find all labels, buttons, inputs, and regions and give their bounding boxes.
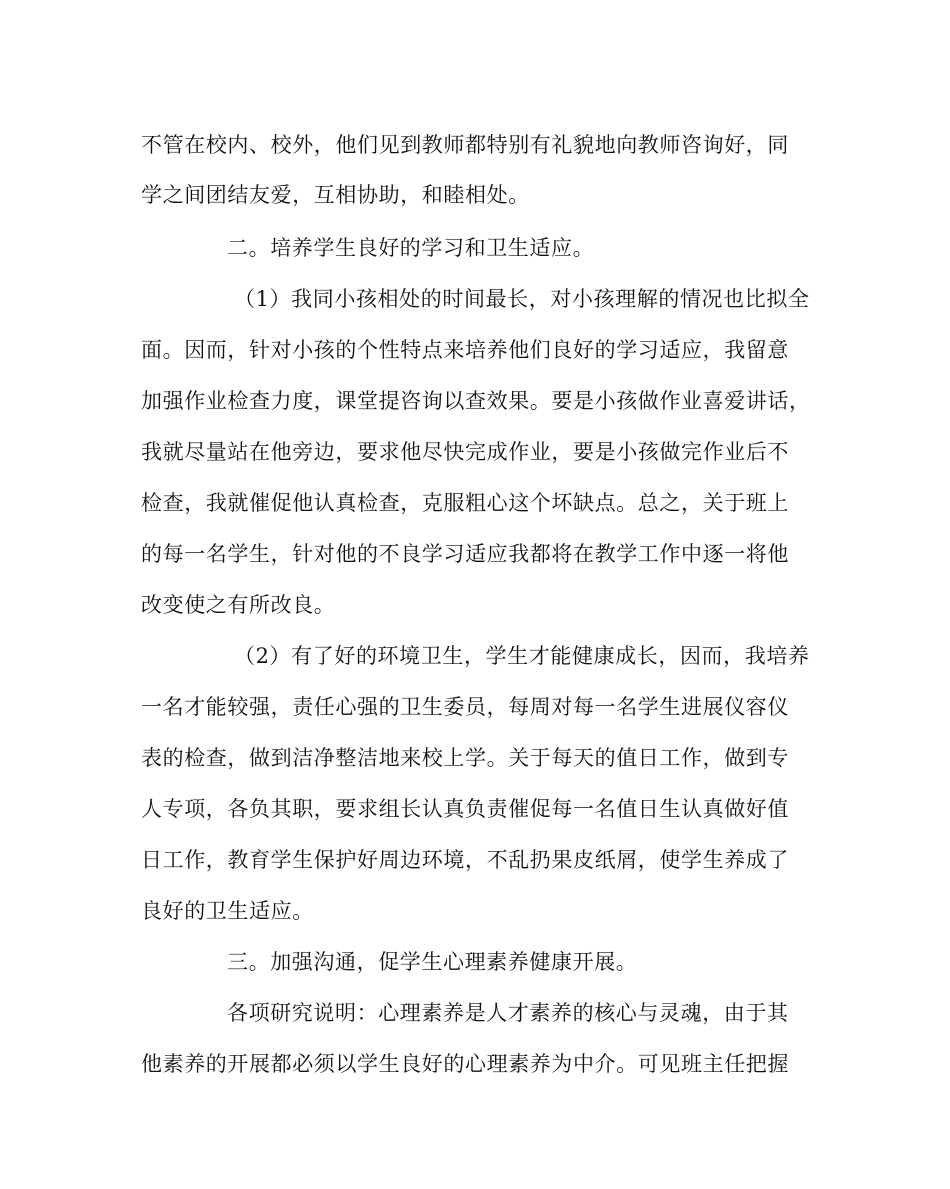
paragraph-line: 不管在校内、校外，他们见到教师都特别有礼貌地向教师咨询好，同 [141,133,789,157]
paragraph-line: 改变使之有所改良。 [141,593,336,617]
paragraph-line: 学之间团结友爱，互相协助，和睦相处。 [141,183,530,207]
paragraph-line: 良好的卫生适应。 [141,899,314,923]
paragraph-line: 他素养的开展都必须以学生良好的心理素养为中介。可见班主任把握 [141,1052,789,1076]
paragraph-line: 我就尽量站在他旁边，要求他尽快完成作业，要是小孩做完作业后不 [141,440,789,464]
paragraph-line: （2）有了好的环境卫生，学生才能健康成长，因而，我培养 [234,644,810,668]
section-heading: 二。培养学生良好的学习和卫生适应。 [227,236,595,260]
paragraph-line: 日工作，教育学生保护好周边环境，不乱扔果皮纸屑，使学生养成了 [141,848,789,872]
paragraph-line: 面。因而，针对小孩的个性特点来培养他们良好的学习适应，我留意 [141,338,789,362]
section-heading: 三。加强沟通，促学生心理素养健康开展。 [227,950,638,974]
paragraph-line: 的每一名学生，针对他的不良学习适应我都将在教学工作中逐一将他 [141,542,789,566]
paragraph-line: 表的检查，做到洁净整洁地来校上学。关于每天的值日工作，做到专 [141,746,789,770]
paragraph-line: （1）我同小孩相处的时间最长，对小孩理解的情况也比拟全 [234,287,810,311]
paragraph-line: 人专项，各负其职，要求组长认真负责催促每一名值日生认真做好值 [141,797,789,821]
paragraph-line: 一名才能较强，责任心强的卫生委员，每周对每一名学生进展仪容仪 [141,695,789,719]
paragraph-line: 加强作业检查力度，课堂提咨询以查效果。要是小孩做作业喜爱讲话， [141,389,811,413]
paragraph-line: 检查，我就催促他认真检查，克服粗心这个坏缺点。总之，关于班上 [141,491,789,515]
paragraph-line: 各项研究说明：心理素养是人才素养的核心与灵魂，由于其 [227,1001,789,1025]
